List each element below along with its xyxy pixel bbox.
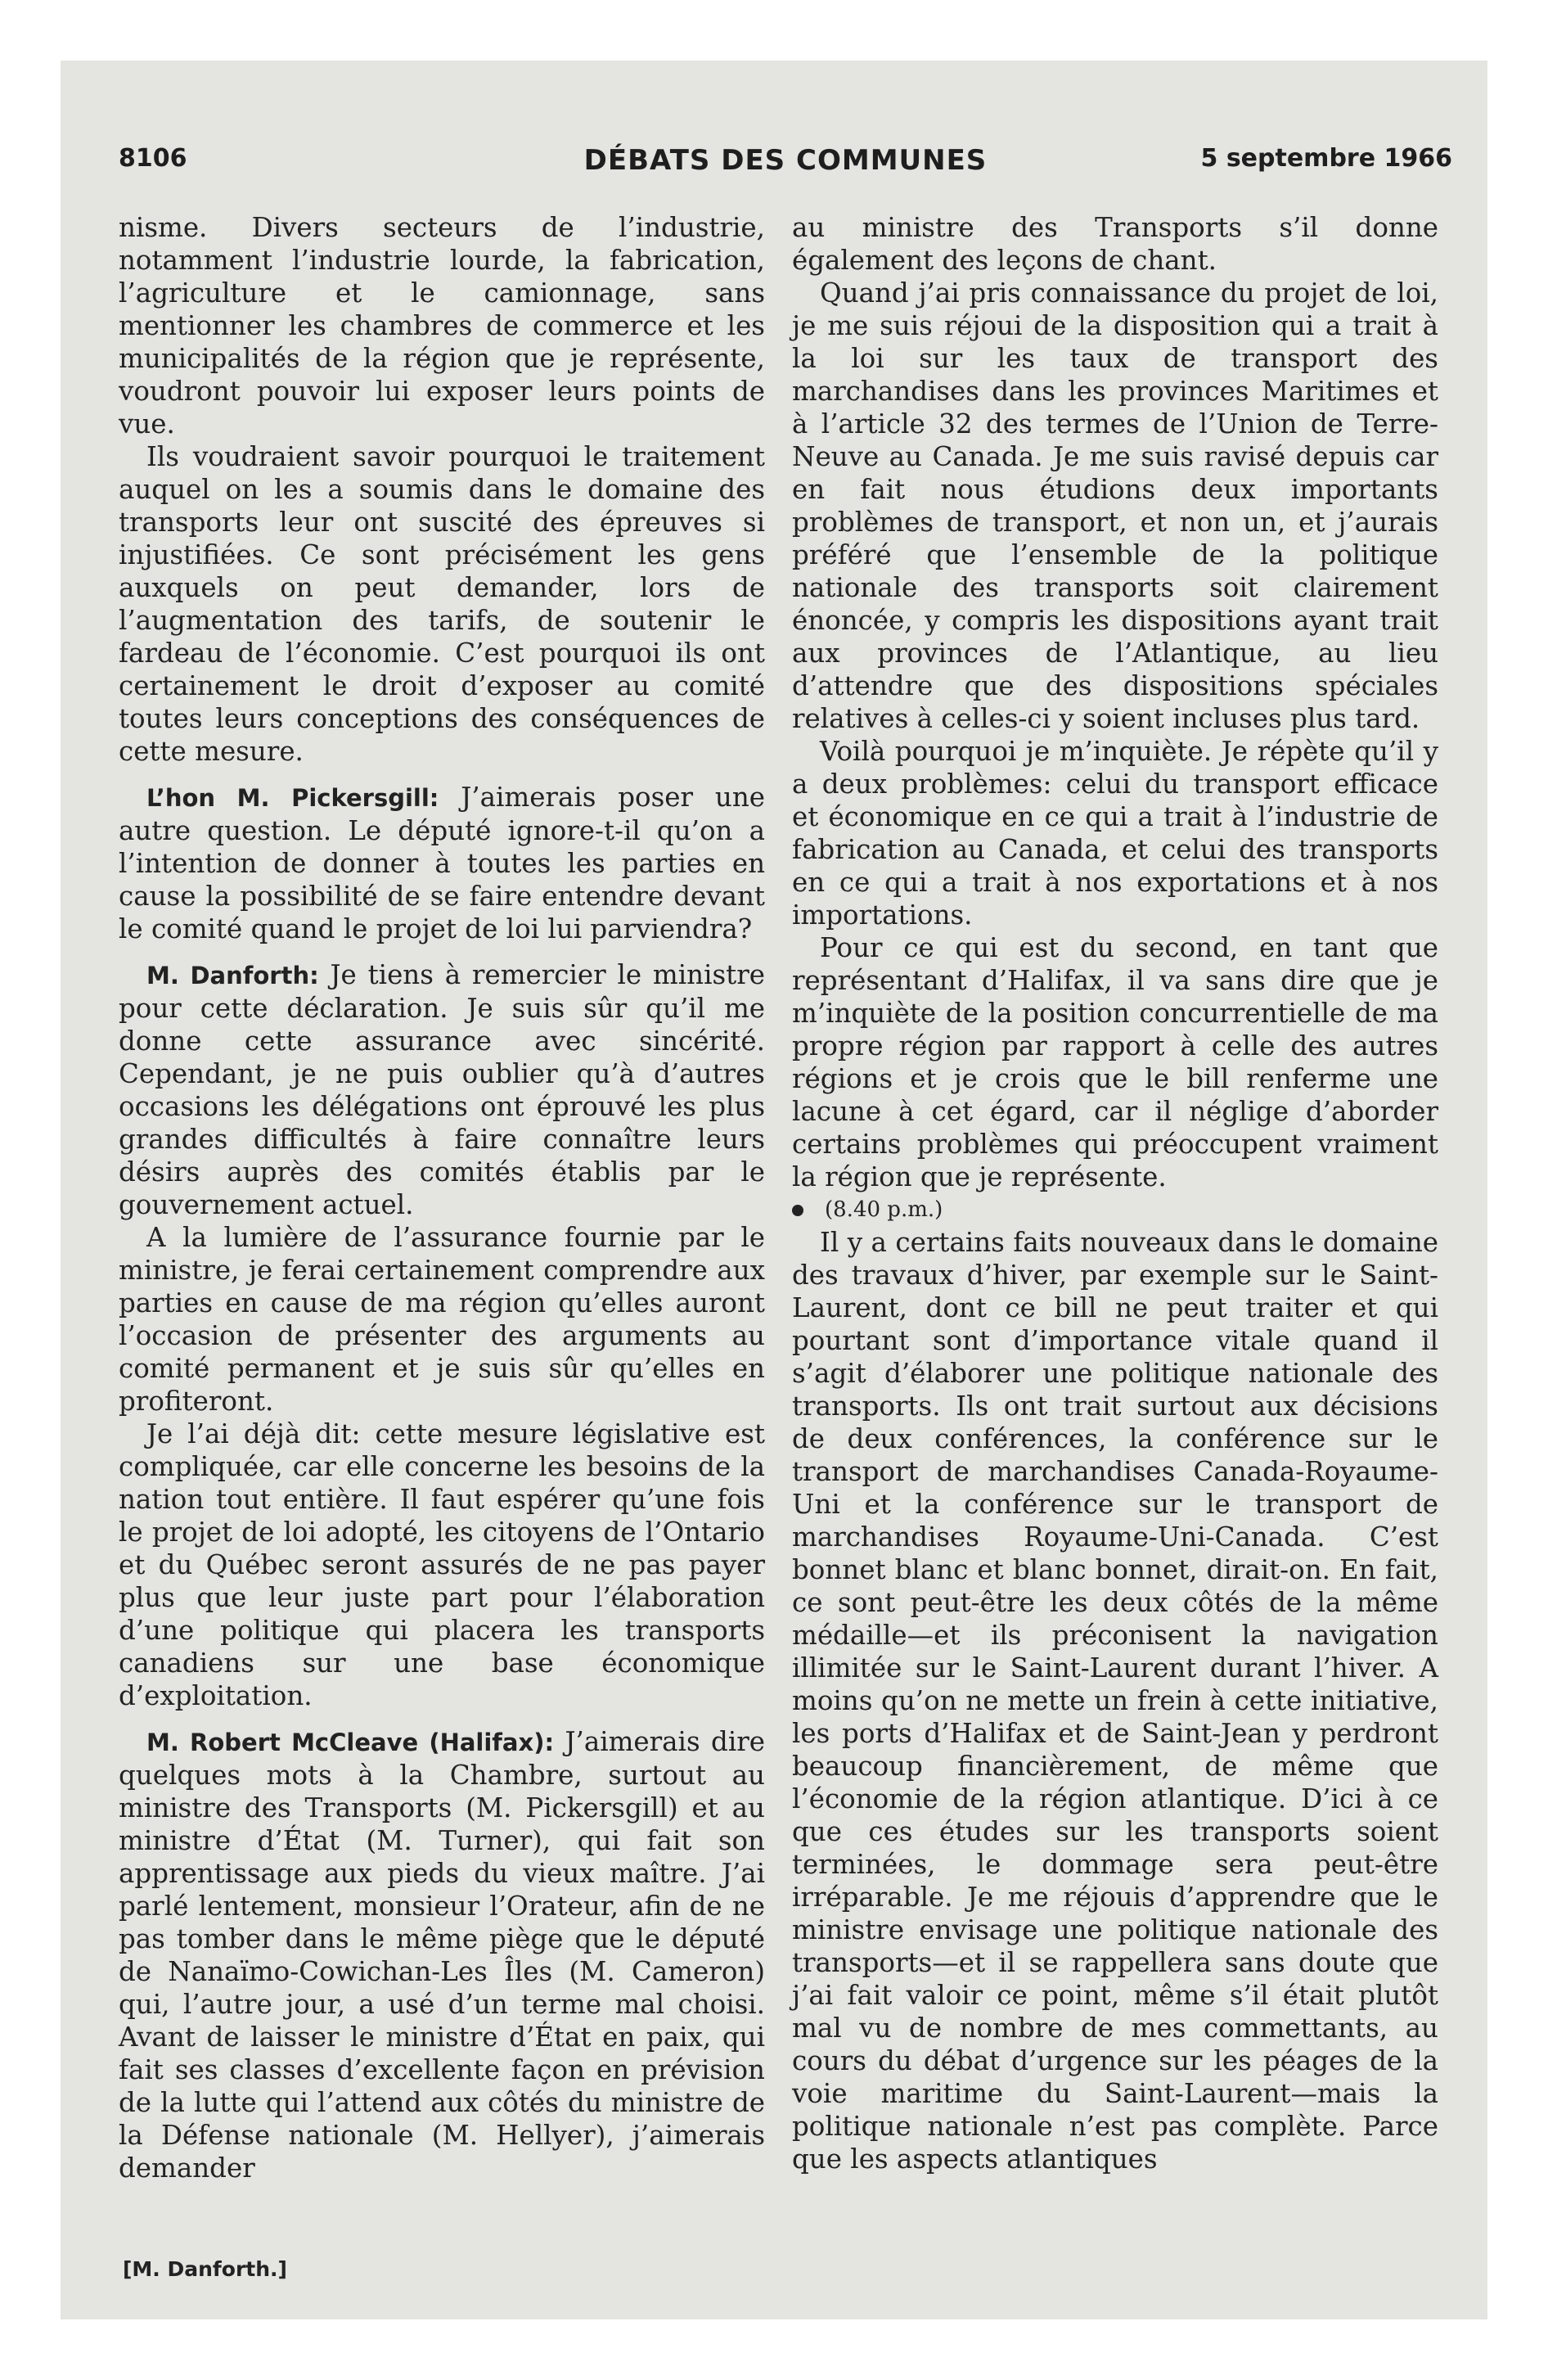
speech-paragraph [119,781,765,945]
page-date: 5 septembre 1966 [1200,144,1452,173]
paragraph: Quand j’ai pris connaissance du projet de loi, je me suis réjoui de la disposition qui a trait à la loi sur les taux de transport des marchandises dans les provinces Maritimes et à l’article 32 des termes de l’Union de Terre-Neuve au Canada. Je me suis ravisé depuis car en fait nous étudions deux importants problèmes de transport, et non un, et j’aurais préféré que l’ensemble de la politique nationale des transports soit clairement énoncée, y compris les dispositions ayant trait aux provinces de l’Atlantique, au lieu d’attendre que des dispositions spéciales relatives à celles-ci y soient incluses plus tard. [792,277,1438,734]
speech-paragraph [119,958,765,1221]
speech-paragraph [119,1725,765,2184]
right-column [792,211,1438,2175]
page-number: 8106 [119,144,187,173]
paragraph: Ils voudraient savoir pourquoi le traitement auquel on les a soumis dans le domaine des transports leur ont suscité des épreuves si injustifiées. Ce sont précisément les gens auxquels on peut demander, lors de l’augmentation des tarifs, de soutenir le fardeau de l’économie. C’est pourquoi ils ont certainement le droit d’exposer au comité toutes leurs conceptions des conséquences de cette mesure. [119,441,765,767]
paragraph: A la lumière de l’assurance fournie par le ministre, je ferai certainement comprendre aux parties en cause de ma région qu’elles auront l’occasion de présenter des arguments au comité permanent et je suis sûr qu’elles en profiteront. [119,1222,765,1417]
paragraph: Voilà pourquoi je m’inquiète. Je répète qu’il y a deux problèmes: celui du transport efficace et économique en ce qui a trait à l’industrie de fabrication au Canada, et celui des transports en ce qui a trait à nos exportations et à nos importations. [792,736,1438,931]
speaker-name: L’hon M. Pickersgill: [146,784,439,812]
paragraph: Je l’ai déjà dit: cette mesure législative est compliquée, car elle concerne les besoins de la nation tout entière. Il faut espérer qu’une fois le projet de loi adopté, les citoyens de l’Ontario et du Québec seront assurés de ne pas payer plus que leur juste part pour l’élaboration d’une politique qui placera les transports canadiens sur une base économique d’exploitation. [119,1418,765,1711]
left-column [119,211,765,2184]
speech-text: J’aimerais dire quelques mots à la Chambre, surtout au ministre des Transports (M. Pickersgill) et au ministre d’État (M. Turner), qui fait son apprentissage aux pieds du vieux maître. J’ai parlé lentement, monsieur l’Orateur, afin de ne pas tomber dans le même piège que le député de Nanaïmo-Cowichan-Les Îles (M. Cameron) qui, l’autre jour, a usé d’un terme mal choisi. Avant de laisser le ministre d’État en paix, qui fait ses classes d’excellente façon en prévision de la lutte qui l’attend aux côtés du ministre de la Défense nationale (M. Hellyer), j’aimerais demander [119,1726,765,2184]
paragraph: Il y a certains faits nouveaux dans le domaine des travaux d’hiver, par exemple sur le Saint-Laurent, dont ce bill ne peut traiter et qui pourtant sont d’importance vitale quand il s’agit d’élaborer une politique nationale des transports. Ils ont trait surtout aux décisions de deux conférences, la conférence sur le transport de marchandises Canada-Royaume-Uni et la conférence sur le transport de marchandises Royaume-Uni-Canada. C’est bonnet blanc et blanc bonnet, dirait-on. En fait, ce sont peut-être les deux côtés de la même médaille—et ils préconisent la navigation illimitée sur le Saint-Laurent durant l’hiver. A moins qu’on ne mette un frein à cette initiative, les ports d’Halifax et de Saint-Jean y perdront beaucoup financièrement, de même que l’économie de la région atlantique. D’ici à ce que ces études sur les transports soient terminées, le dommage sera peut-être irréparable. Je me réjouis d’apprendre que le ministre envisage une politique nationale des transports—et il se rappellera sans doute que j’ai fait valoir ce point, même s’il était plutôt mal vu de nombre de mes commettants, au cours du débat d’urgence sur les péages de la voie maritime du Saint-Laurent—mais la politique nationale n’est pas complète. Parce que les aspects atlantiques [792,1227,1438,2175]
speaker-name: M. Robert McCleave (Halifax): [146,1729,555,1756]
paragraph: Pour ce qui est du second, en tant que représentant d’Halifax, il va sans dire que je m’inquiète de la position concurrentielle de ma propre région par rapport à celle des autres régions et je crois que le bill renferme une lacune à cet égard, car il néglige d’aborder certains problèmes qui préoccupent vraiment la région que je représente. [792,932,1438,1192]
paragraph: nisme. Divers secteurs de l’industrie, notamment l’industrie lourde, la fabrication, l’agriculture et le camionnage, sans mentionner les chambres de commerce et les municipalités de la région que je représente, voudront pouvoir lui exposer leurs points de vue. [119,212,765,439]
bullet-icon [792,1205,803,1216]
page-title: DÉBATS DES COMMUNES [583,144,988,177]
page-footer: [M. Danforth.] [123,2257,287,2281]
speaker-name: M. Danforth: [146,962,319,989]
speech-text: Je tiens à remercier le ministre pour cette déclaration. Je suis sûr qu’il me donne cette assurance avec sincérité. Cependant, je ne puis oublier qu’à d’autres occasions les délégations ont éprouvé les plus grandes difficultés à faire connaître leurs désirs auprès des comités établis par le gouvernement actuel. [119,959,765,1220]
speech-text: J’aimerais poser une autre question. Le député ignore-t-il qu’on a l’intention de donner à toutes les parties en cause la possibilité de se faire entendre devant le comité quand le projet de loi lui parviendra? [119,782,765,944]
timestamp [792,1193,1438,1226]
paragraph: au ministre des Transports s’il donne également des leçons de chant. [792,212,1438,276]
page-header [119,144,1452,183]
timestamp-text: (8.40 p.m.) [825,1197,943,1222]
